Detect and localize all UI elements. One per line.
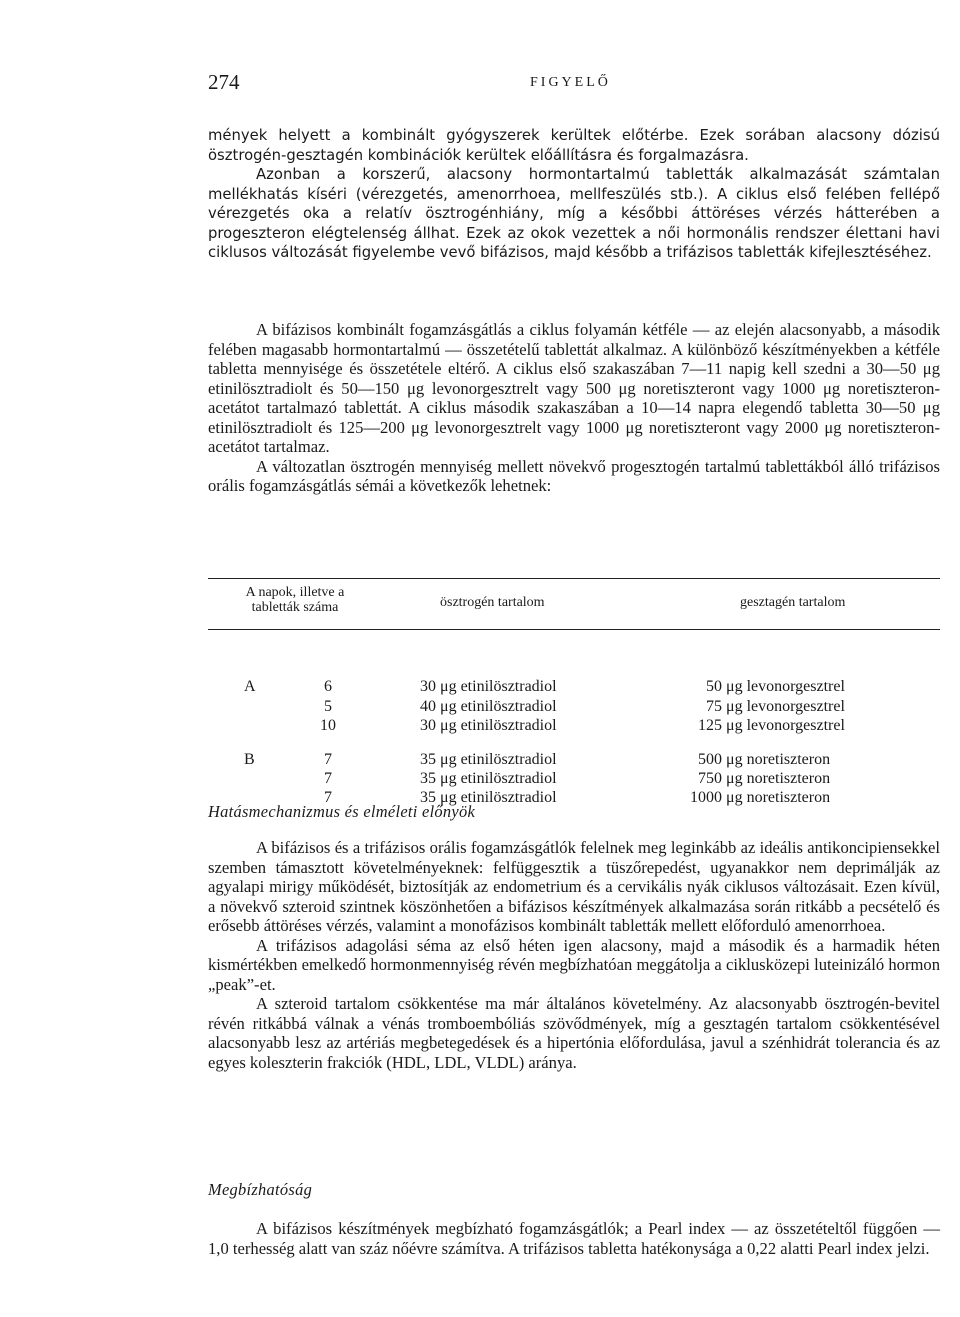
gestagen-amount: 50 <box>706 678 722 695</box>
days-cell: 6 <box>324 678 332 695</box>
table-row <box>208 751 940 771</box>
table-row <box>208 678 940 698</box>
mechanism-text <box>208 838 940 1072</box>
table-body <box>208 630 940 806</box>
paragraph: mények helyett a kombinált gyógyszerek kerültek előtérbe. Ezek sorában alacsony dózisú ösztrogén-gesztagén kombinációk kerültek előállításra és forgalmazásra. <box>208 127 940 164</box>
gestagen-name: μg levonorgesztrel <box>726 698 845 715</box>
paragraph: A bifázisos kombinált fogamzásgátlás a ciklus folyamán kétféle — az elején alacsonyabb, a második felében magasabb hormontartalmú — összetételű tablettát alkalmaz. A különböző készítményekben a kétféle tabletta mennyisége és összetétele eltérő. A ciklus első szakaszában 7—11 napig kell szedni a 30—50 μg etinilösztradiolt és 50—150 μg levonorgesztrelt vagy 500 μg noretiszteront vagy 1000 μg noretiszteron-acetátot tartalmazó tablettát. A ciklus második szakaszában a 10—14 napra elegendő tabletta 30—50 μg etinilösztradiolt és 125—200 μg levonorgesztrelt vagy 1000 μg noretiszteront vagy 2000 μg noretiszteron-acetátot tartalmaz. <box>208 320 940 456</box>
intro-text <box>208 126 940 263</box>
reliability-text <box>208 1219 940 1258</box>
paragraph: Azonban a korszerű, alacsony hormontartalmú tabletták alkalmazását számtalan mellékhatás kíséri (vérezgetés, amenorrhoea, mellfeszülés stb.). A ciklus első felében fellépő vérezgetés oka a relatív ösztrogénhiány, míg a későbbi áttöréses vérzés hátterében a progeszteron elégtelenség állhat. Ezek az okok vezettek a női hormonális rendszer élettani havi ciklusos változását figyelembe vevő bifázisos, majd később a trifázisos tabletták kifejlesztéséhez. <box>208 166 940 261</box>
gestagen-name: μg levonorgesztrel <box>726 678 845 695</box>
gestagen-name: μg noretiszteron <box>726 770 831 787</box>
estrogen-cell: 30 μg etinilösztradiol <box>420 717 557 734</box>
gestagen-amount: 75 <box>706 698 722 715</box>
table-row <box>208 698 940 718</box>
running-head: FIGYELŐ <box>530 75 611 90</box>
days-cell: 5 <box>324 698 332 715</box>
gestagen-cell <box>662 770 960 788</box>
estrogen-cell: 35 μg etinilösztradiol <box>420 789 557 806</box>
paragraph: A trifázisos adagolási séma az első héten igen alacsony, majd a második és a harmadik héten kismértékben emelkedő hormonmennyiség révén megbízhatóan meggátolja a ciklusközepi luteinizáló hormon „peak”-et. <box>208 935 940 994</box>
gestagen-amount: 125 <box>698 717 722 734</box>
gestagen-cell <box>662 717 960 735</box>
group-label: B <box>244 751 255 768</box>
days-cell: 7 <box>324 770 332 787</box>
gestagen-amount: 1000 <box>690 789 722 806</box>
header-estrogen: ösztrogén tartalom <box>440 595 545 610</box>
days-cell: 7 <box>324 751 332 768</box>
estrogen-cell: 40 μg etinilösztradiol <box>420 698 557 715</box>
group-label: A <box>244 678 256 695</box>
table-header <box>208 579 940 629</box>
table-row <box>208 770 940 790</box>
table-row <box>208 717 940 737</box>
gestagen-cell <box>662 751 960 769</box>
gestagen-name: μg noretiszteron <box>726 751 831 768</box>
gestagen-name: μg noretiszteron <box>726 789 831 806</box>
paragraph: A bifázisos és a trifázisos orális fogamzásgátlók felelnek meg leginkább az ideális antikoncipiensekkel szemben támasztott követelményeknek: felfüggesztik a tüszőrepedést, ugyanakkor nem deprimálják az agyalapi mirigy működését, biztosítják az endometrium és a cervikális nyák ciklusos változásait. Ezen kívül, a növekvő szteroid szintnek köszönhetően a bifázisos készítmények alkalmazása során ritkább a pecsételő és erősebb áttöréses vérzés, valamint a monofázisos kombinált tabletták mellett előforduló amenorrhoea. <box>208 838 940 935</box>
gestagen-amount: 750 <box>698 770 722 787</box>
dosage-table <box>208 578 940 806</box>
paragraph: A szteroid tartalom csökkentése ma már általános követelmény. Az alacsonyabb ösztrogén-bevitel révén ritkábbá válnak a vénás tromboembóliás szövődmények, míg a gesztagén tartalom csökkentésével alacsonyabb lesz az artériás megbetegedések és a hipertónia előfordulása, javul a szénhidrát tolerancia és az egyes koleszterin frakciók (HDL, LDL, VLDL) aránya. <box>208 994 940 1072</box>
estrogen-cell: 30 μg etinilösztradiol <box>420 678 557 695</box>
page-header <box>208 70 940 100</box>
page-number: 274 <box>208 70 240 94</box>
gestagen-amount: 500 <box>698 751 722 768</box>
header-gestagen: gesztagén tartalom <box>740 595 846 610</box>
biphasic-text <box>208 320 940 496</box>
days-cell: 7 <box>324 789 332 806</box>
gestagen-name: μg levonorgesztrel <box>726 717 845 734</box>
days-cell: 10 <box>320 717 336 734</box>
gestagen-cell <box>662 789 960 807</box>
estrogen-cell: 35 μg etinilösztradiol <box>420 751 557 768</box>
gestagen-cell <box>662 678 960 696</box>
paragraph: A bifázisos készítmények megbízható fogamzásgátlók; a Pearl index — az összetételtől függően — 1,0 terhesség alatt van száz nőévre számítva. A trifázisos tabletta hatékonysága a 0,22 alatti Pearl index jelzi. <box>208 1219 940 1258</box>
section-heading-reliability: Megbízhatóság <box>208 1180 313 1199</box>
section-heading-mechanism: Hatásmechanizmus és elméleti előnyök <box>208 802 476 821</box>
header-days: A napok, illetve a tabletták száma <box>245 585 345 615</box>
gestagen-cell <box>662 698 960 716</box>
paragraph: A változatlan ösztrogén mennyiség mellett növekvő progesztogén tartalmú tablettákból álló trifázisos orális fogamzásgátlás sémái a következők lehetnek: <box>208 456 940 495</box>
estrogen-cell: 35 μg etinilösztradiol <box>420 770 557 787</box>
